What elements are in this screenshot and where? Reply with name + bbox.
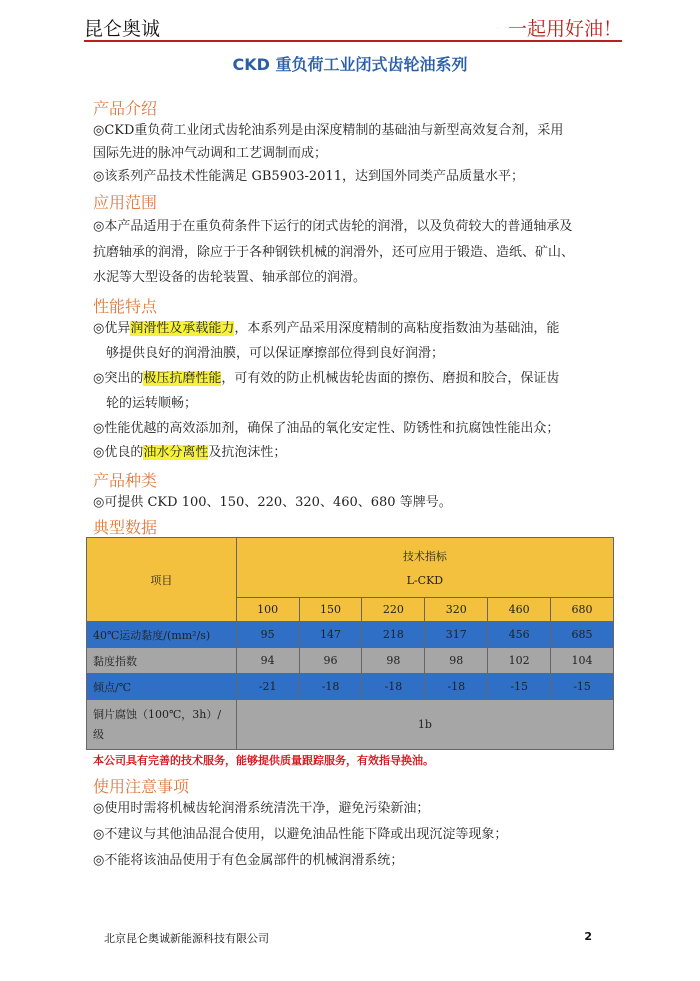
value-cell: 94 [236,648,299,674]
typical-data-table [86,537,614,750]
grade-cell: 220 [362,598,425,622]
feature-1-prefix: ◎优异 [93,321,131,336]
feature-2-prefix: ◎突出的 [93,371,144,386]
section-heading-intro: 产品介绍 [93,99,158,118]
section-heading-application: 应用范围 [93,193,158,212]
corrosion-label-line-1: 铜片腐蚀（100℃，3h）/ [93,707,222,721]
feature-2-highlight: 极压抗磨性能 [143,371,222,386]
value-cell: 98 [425,648,488,674]
value-cell: 317 [425,622,488,648]
grade-cell: 680 [551,598,614,622]
spec-header-cell [236,538,613,598]
value-cell: -15 [488,674,551,700]
section-heading-features: 性能特点 [93,297,158,316]
table-row-corrosion [87,700,614,750]
section-heading-types: 产品种类 [93,471,158,490]
page-number: 2 [584,930,592,943]
types-line: ◎可提供 CKD 100、150、220、320、460、680 等牌号。 [93,495,452,510]
feature-4-suffix: 及抗泡沫性； [208,445,287,460]
feature-line-3: ◎性能优越的高效添加剂，确保了油品的氧化安定性、防锈性和抗腐蚀性能出众； [93,421,560,436]
spec-type-label: L-CKD [406,574,444,587]
application-line-2: 抗磨轴承的润滑，除应于于各种钢铁机械的润滑外，还可应用于锻造、造纸、矿山、 [93,245,575,260]
grade-cell: 150 [299,598,362,622]
application-line-1: ◎本产品适用于在重负荷条件下运行的闭式齿轮的润滑，以及负荷较大的普通轴承及 [93,219,573,234]
item-header-cell: 项目 [87,538,237,622]
value-cell: 96 [299,648,362,674]
feature-line-2-cont: 轮的运转顺畅； [106,396,198,411]
table-header-row [87,538,614,598]
corrosion-label-line-2: 级 [93,727,104,741]
spec-header-label: 技术指标 [402,550,447,563]
intro-line-1: ◎CKD重负荷工业闭式齿轮油系列是由深度精制的基础油与新型高效复合剂，采用 [93,123,564,138]
document-title: CKD 重负荷工业闭式齿轮油系列 [232,55,468,74]
feature-line-4 [93,442,286,464]
value-cell: -18 [362,674,425,700]
table-row [87,648,614,674]
table-row [87,622,614,648]
value-cell: 102 [488,648,551,674]
value-cell: -18 [299,674,362,700]
precaution-line-1: ◎使用时需将机械齿轮润滑系统清洗干净，避免污染新油； [93,801,430,816]
table-body [87,622,614,700]
corrosion-value-cell: 1b [236,700,613,750]
row-label-cell: 黏度指数 [87,648,237,674]
section-heading-precautions: 使用注意事项 [93,777,190,796]
feature-line-1 [93,318,559,340]
grade-cell: 460 [488,598,551,622]
section-heading-data: 典型数据 [93,518,158,537]
page-header [84,10,622,42]
value-cell: -21 [236,674,299,700]
value-cell: 104 [551,648,614,674]
footer-company: 北京昆仑奥诚新能源科技有限公司 [104,932,269,945]
page-footer [104,930,592,952]
value-cell: 95 [236,622,299,648]
value-cell: -18 [425,674,488,700]
table-row [87,674,614,700]
feature-4-prefix: ◎优良的 [93,445,144,460]
grade-cell: 320 [425,598,488,622]
feature-2-suffix: ，可有效的防止机械齿轮齿面的擦伤、磨损和胶合，保证齿 [221,371,560,386]
precaution-line-2: ◎不建议与其他油品混合使用，以避免油品性能下降或出现沉淀等现象； [93,827,508,842]
row-label-cell: 40℃运动黏度/(mm²/s) [87,622,237,648]
brand-name: 昆仑奥诚 [84,18,161,40]
intro-line-3: ◎该系列产品技术性能满足 GB5903-2011，达到国外同类产品质量水平； [93,169,524,184]
feature-1-highlight: 润滑性及承载能力 [130,321,235,336]
feature-1-suffix: ，本系列产品采用深度精制的高粘度指数油为基础油，能 [234,321,560,336]
value-cell: 685 [551,622,614,648]
intro-line-2: 国际先进的脉冲气动调和工艺调制而成； [93,146,328,161]
application-line-3: 水泥等大型设备的齿轮装置、轴承部位的润滑。 [93,270,367,285]
value-cell: 218 [362,622,425,648]
row-label-cell: 倾点/℃ [87,674,237,700]
grade-cell: 100 [236,598,299,622]
value-cell: 147 [299,622,362,648]
feature-line-1-cont: 够提供良好的润滑油膜，可以保证摩擦部位得到良好润滑； [106,346,445,361]
corrosion-label-cell [87,700,237,750]
service-notice: 本公司具有完善的技术服务，能够提供质量跟踪服务，有效指导换油。 [93,754,434,767]
value-cell: -15 [551,674,614,700]
value-cell: 456 [488,622,551,648]
value-cell: 98 [362,648,425,674]
feature-line-2 [93,368,559,390]
header-slogan: 一起用好油！ [507,18,622,40]
feature-4-highlight: 油水分离性 [143,445,209,460]
precaution-line-3: ◎不能将该油品使用于有色金属部件的机械润滑系统； [93,853,404,868]
